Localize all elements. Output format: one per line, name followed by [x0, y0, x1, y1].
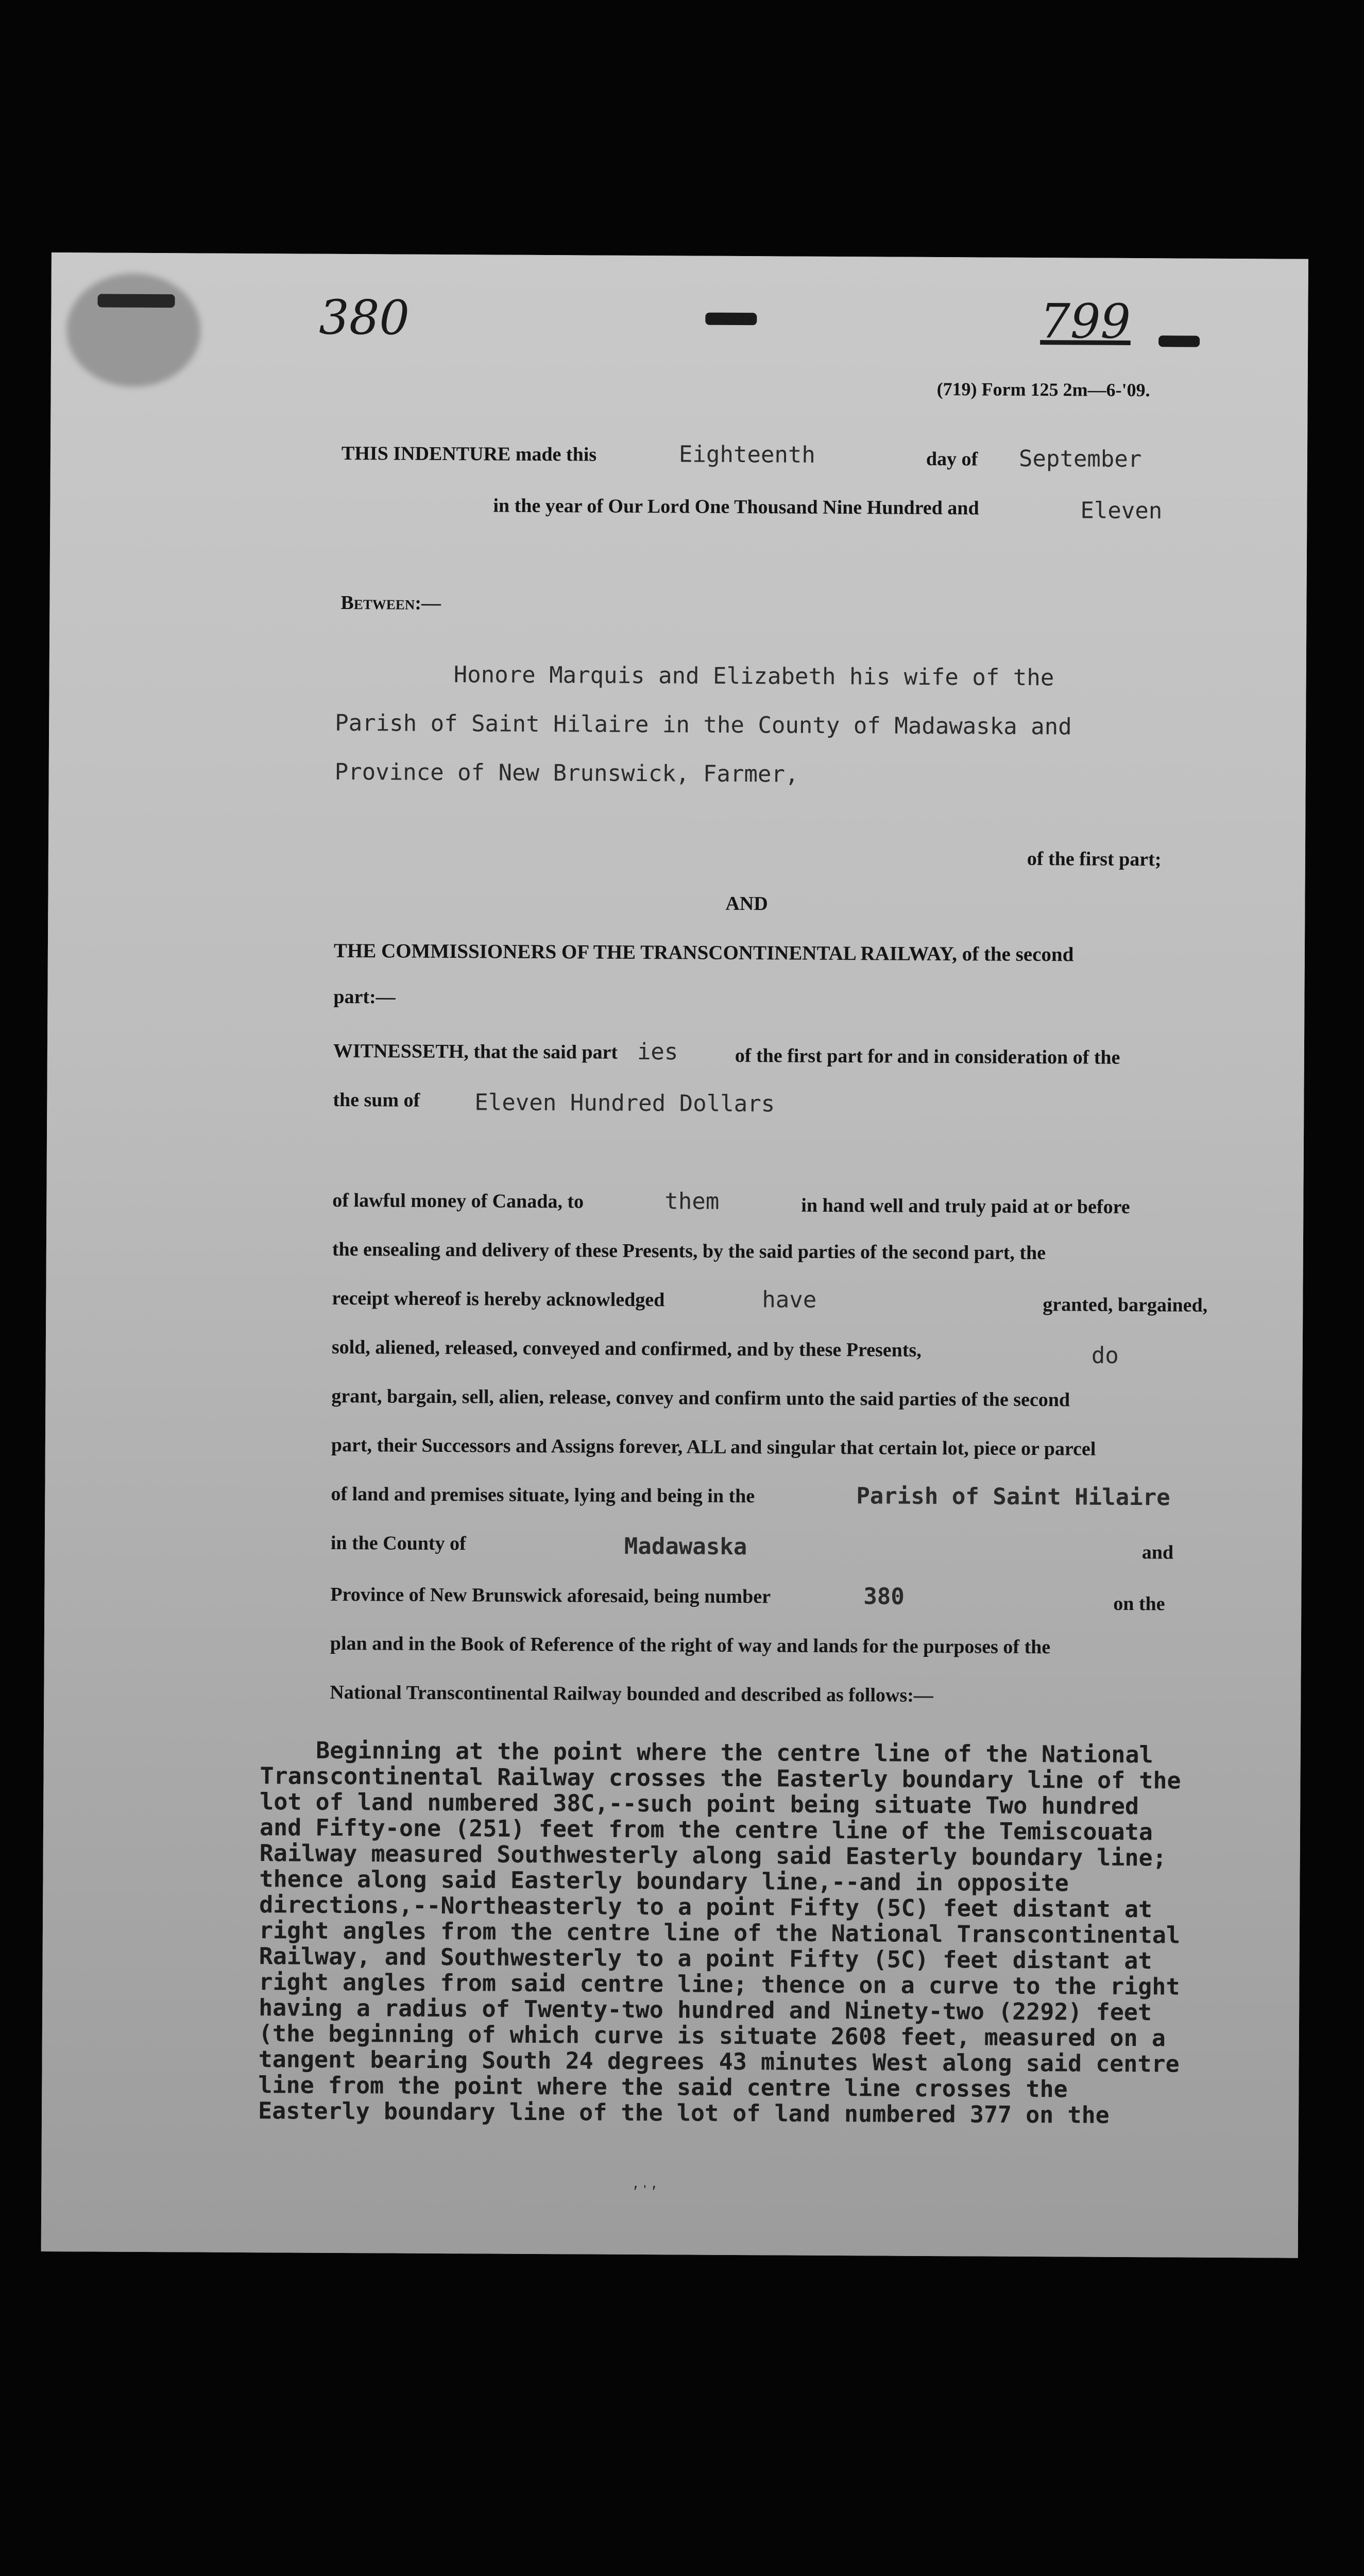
witnesseth-parties: ies — [637, 1038, 678, 1065]
body-line: part, their Successors and Assigns forever, ALL and singular that certain lot, piece or parcel — [331, 1434, 1096, 1460]
ink-mark — [1158, 335, 1200, 347]
body-line: the ensealing and delivery of these Presents, by the said parties of the second part, the — [332, 1238, 1046, 1264]
second-party-line: part:— — [333, 986, 396, 1008]
description-line: Beginning at the point where the centre line of the National — [260, 1736, 1153, 1769]
receipt-suffix: granted, bargained, — [1043, 1294, 1208, 1316]
first-party-line: Honore Marquis and Elizabeth his wife of the — [453, 662, 1054, 691]
year-label: in the year of Our Lord One Thousand Nine Hundred and — [493, 495, 979, 519]
description-line: tangent bearing South 24 degrees 43 minutes West along said centre — [258, 2045, 1180, 2078]
indenture-label: THIS INDENTURE made this — [341, 442, 597, 466]
first-party-line: Parish of Saint Hilaire in the County of Madawaska and — [335, 709, 1072, 740]
description-line: (the beginning of which curve is situate 2608 feet, measured on a — [258, 2020, 1166, 2052]
indenture-year: Eleven — [1080, 497, 1163, 524]
between-label: Between:— — [340, 591, 441, 614]
province-prefix: Province of New Brunswick aforesaid, being number — [330, 1583, 771, 1608]
stain — [66, 273, 201, 387]
indenture-month: September — [1018, 445, 1142, 473]
land-prefix: of land and premises situate, lying and being in the — [331, 1483, 755, 1507]
sold-value: do — [1091, 1342, 1119, 1369]
body-line: grant, bargain, sell, alien, release, convey and confirm unto the said parties of the second — [331, 1385, 1070, 1411]
day-of-label: day of — [926, 448, 978, 470]
province-suffix: on the — [1113, 1592, 1165, 1615]
sum-value: Eleven Hundred Dollars — [474, 1089, 775, 1117]
page-mark: ʹ ˈ ʹ — [634, 2182, 656, 2202]
first-party-line: Province of New Brunswick, Farmer, — [334, 758, 799, 788]
description-line: and Fifty-one (251) feet from the centre line of the Temiscouata — [259, 1814, 1153, 1846]
description-line: directions,--Northeasterly to a point Fifty (5C) feet distant at — [259, 1891, 1153, 1923]
description-line: Railway measured Southwesterly along said Easterly boundary line; — [259, 1839, 1167, 1872]
sold-prefix: sold, aliened, released, conveyed and confirmed, and by these Presents, — [331, 1336, 922, 1361]
lawful-suffix: in hand well and truly paid at or before — [801, 1194, 1130, 1218]
to-value: them — [664, 1188, 720, 1215]
form-number: (719) Form 125 2m—6-'09. — [936, 379, 1150, 401]
description-line: Easterly boundary line of the lot of land numbered 377 on the — [258, 2097, 1110, 2129]
county-suffix: and — [1141, 1541, 1174, 1564]
description-line: line from the point where the said centre line crosses the — [258, 2071, 1068, 2103]
land-value: Parish of Saint Hilaire — [856, 1483, 1170, 1511]
county-prefix: in the County of — [330, 1532, 466, 1555]
description-line: lot of land numbered 38C,--such point being situate Two hundred — [260, 1788, 1139, 1820]
document-page — [41, 252, 1308, 2258]
second-party-line: THE COMMISSIONERS OF THE TRANSCONTINENTAL RAILWAY, of the second — [333, 939, 1074, 966]
receipt-prefix: receipt whereof is hereby acknowledged — [332, 1287, 665, 1311]
lot-number-handwritten: 380 — [319, 290, 410, 346]
description-line: thence along said Easterly boundary line,--and in opposite — [259, 1865, 1069, 1897]
description-line: right angles from the centre line of the National Transcontinental — [259, 1917, 1181, 1949]
and-label: AND — [725, 892, 768, 915]
ink-mark — [705, 313, 757, 326]
sum-label: the sum of — [333, 1089, 420, 1111]
body-line: plan and in the Book of Reference of the right of way and lands for the purposes of the — [330, 1632, 1051, 1658]
page-number-handwritten: 799 — [1040, 294, 1131, 349]
description-line: having a radius of Twenty-two hundred and Ninety-two (2292) feet — [259, 1994, 1152, 2026]
body-line: National Transcontinental Railway bounded and described as follows:— — [330, 1681, 933, 1707]
description-line: Transcontinental Railway crosses the Easterly boundary line of the — [260, 1762, 1181, 1794]
receipt-value: have — [762, 1286, 817, 1313]
indenture-day: Eighteenth — [678, 441, 816, 468]
witnesseth-suffix: of the first part for and in consideration of the — [735, 1044, 1120, 1069]
description-line: Railway, and Southwesterly to a point Fifty (5C) feet distant at — [259, 1942, 1152, 1975]
first-part-label: of the first part; — [1027, 848, 1162, 871]
county-value: Madawaska — [624, 1533, 747, 1561]
description-block — [258, 1737, 1181, 2128]
province-value: 380 — [863, 1583, 905, 1610]
lawful-prefix: of lawful money of Canada, to — [332, 1189, 584, 1213]
witnesseth-prefix: WITNESSETH, that the said part — [333, 1040, 618, 1063]
description-line: right angles from said centre line; thence on a curve to the right — [259, 1968, 1180, 2001]
